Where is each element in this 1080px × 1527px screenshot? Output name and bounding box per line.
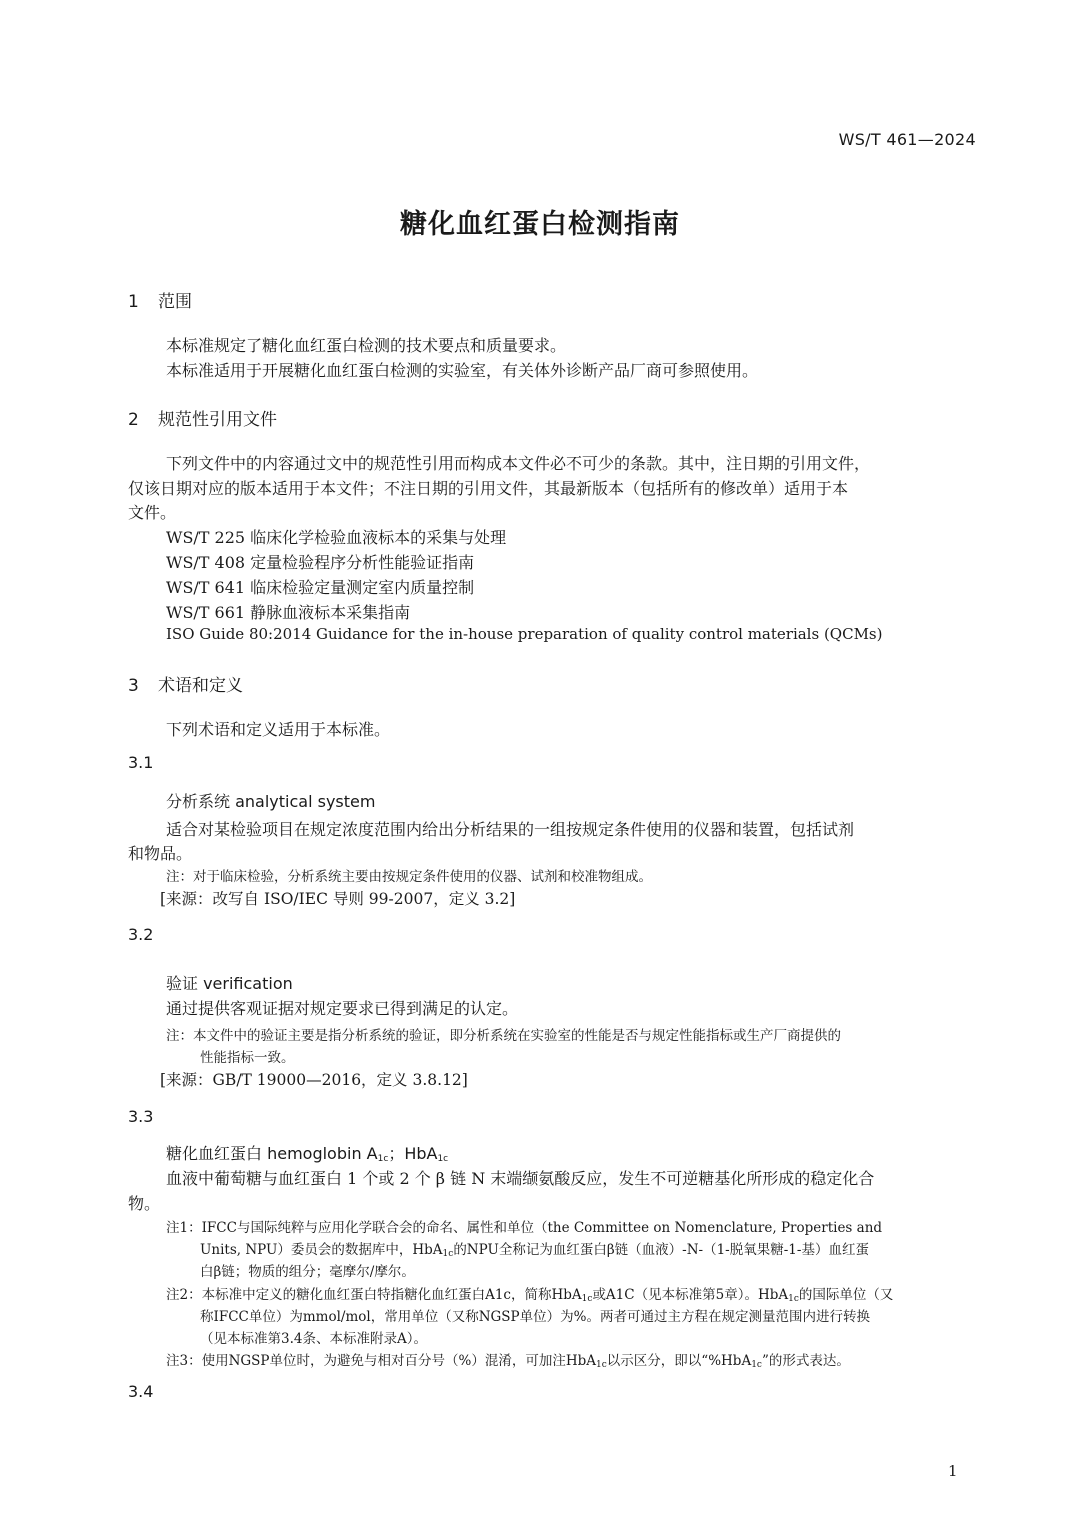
subclause-number: 3.2 (128, 925, 154, 944)
subscript: 1c (442, 1249, 454, 1259)
note-line: 称IFCC单位）为mmol/mol，常用单位（又称NGSP单位）为%。两者可通过主方程在规定测量范围内进行转换 (200, 1309, 870, 1325)
subscript: 1c (437, 1154, 449, 1164)
text: 的NPU全称记为血红蛋白β链（血液）-N-（1-脱氧果糖-1-基）血红蛋 (453, 1242, 869, 1258)
note-line (166, 1349, 850, 1370)
section-title: 规范性引用文件 (158, 410, 277, 430)
source-citation: [来源：GB/T 19000—2016，定义 3.8.12] (160, 1071, 468, 1089)
text: 的国际单位（又 (798, 1287, 894, 1303)
reference-item: WS/T 661 静脉血液标本采集指南 (166, 603, 411, 622)
note-line: 注1：IFCC与国际纯粹与应用化学联合会的命名、属性和单位（the Committee on Nomenclature, Properties and (166, 1220, 883, 1236)
reference-item: WS/T 225 临床化学检验血液标本的采集与处理 (166, 528, 507, 547)
subscript: 1c (788, 1294, 799, 1304)
note: 注：对于临床检验，分析系统主要由按规定条件使用的仪器、试剂和校准物组成。 (166, 869, 652, 885)
term-text: ；HbA (388, 1144, 438, 1163)
document-title: 糖化血红蛋白检测指南 (400, 209, 680, 240)
definition-line: 血液中葡萄糖与血红蛋白 1 个或 2 个 β 链 N 末端缬氨酸反应，发生不可逆糖基化所形成的稳定化合 (166, 1169, 875, 1188)
subscript: 1c (596, 1360, 607, 1370)
text: 以示区分，即以“%HbA (606, 1353, 752, 1369)
definition-line: 和物品。 (128, 844, 193, 863)
term-heading: 验证 verification (166, 974, 293, 993)
term-heading: 分析系统 analytical system (166, 792, 376, 811)
section-number: 1 (128, 292, 139, 312)
text: 注2：本标准中定义的糖化血红蛋白特指糖化血红蛋白A1c，简称HbA (166, 1287, 582, 1303)
reference-item: WS/T 641 临床检验定量测定室内质量控制 (166, 578, 475, 597)
paragraph-line: 下列文件中的内容通过文中的规范性引用而构成本文件必不可少的条款。其中，注日期的引用文件， (166, 454, 871, 473)
text: 或A1C（见本标准第5章）。HbA (592, 1287, 789, 1303)
paragraph-line: 仅该日期对应的版本适用于本文件；不注日期的引用文件，其最新版本（包括所有的修改单）适用于本 (128, 479, 849, 498)
note-line (166, 1283, 893, 1304)
paragraph: 本标准适用于开展糖化血红蛋白检测的实验室，有关体外诊断产品厂商可参照使用。 (166, 361, 759, 380)
text: 注3：使用NGSP单位时，为避免与相对百分号（%）混淆，可加注HbA (166, 1353, 597, 1369)
note-line (200, 1238, 869, 1259)
definition-line: 物。 (128, 1194, 161, 1213)
section-number: 2 (128, 410, 139, 430)
page-number: 1 (948, 1462, 958, 1480)
definition-line: 通过提供客观证据对规定要求已得到满足的认定。 (166, 999, 519, 1018)
paragraph: 下列术语和定义适用于本标准。 (166, 720, 391, 739)
note-line: 注：本文件中的验证主要是指分析系统的验证，即分析系统在实验室的性能是否与规定性能指标或生产厂商提供的 (166, 1028, 841, 1044)
paragraph: 本标准规定了糖化血红蛋白检测的技术要点和质量要求。 (166, 336, 567, 355)
note-line: 白β链；物质的组分；毫摩尔/摩尔。 (200, 1264, 415, 1280)
section-3-heading (128, 671, 243, 696)
document-number: WS/T 461—2024 (838, 130, 976, 149)
reference-item: ISO Guide 80:2014 Guidance for the in-house preparation of quality control materials (QCMs) (166, 625, 883, 643)
note-line: （见本标准第3.4条、本标准附录A）。 (200, 1331, 427, 1347)
note-line: 性能指标一致。 (200, 1050, 295, 1066)
term-heading (166, 1141, 448, 1164)
text: Units, NPU）委员会的数据库中，HbA (200, 1242, 443, 1258)
subscript: 1c (751, 1360, 762, 1370)
definition-line: 适合对某检验项目在规定浓度范围内给出分析结果的一组按规定条件使用的仪器和装置，包括试剂 (166, 820, 855, 839)
text: ”的形式表达。 (761, 1353, 850, 1369)
subscript: 1c (581, 1294, 593, 1304)
subclause-number: 3.3 (128, 1107, 154, 1126)
source-citation: [来源：改写自 ISO/IEC 导则 99-2007，定义 3.2] (160, 890, 516, 908)
subclause-number: 3.1 (128, 753, 154, 772)
reference-item: WS/T 408 定量检验程序分析性能验证指南 (166, 553, 475, 572)
section-number: 3 (128, 676, 139, 696)
section-title: 术语和定义 (158, 676, 243, 696)
section-title: 范围 (158, 292, 192, 312)
section-2-heading (128, 405, 277, 430)
paragraph-line: 文件。 (128, 503, 177, 522)
section-1-heading (128, 287, 192, 312)
term-text: 糖化血红蛋白 hemoglobin A (166, 1144, 378, 1163)
subscript: 1c (377, 1154, 389, 1164)
subclause-number: 3.4 (128, 1382, 154, 1401)
